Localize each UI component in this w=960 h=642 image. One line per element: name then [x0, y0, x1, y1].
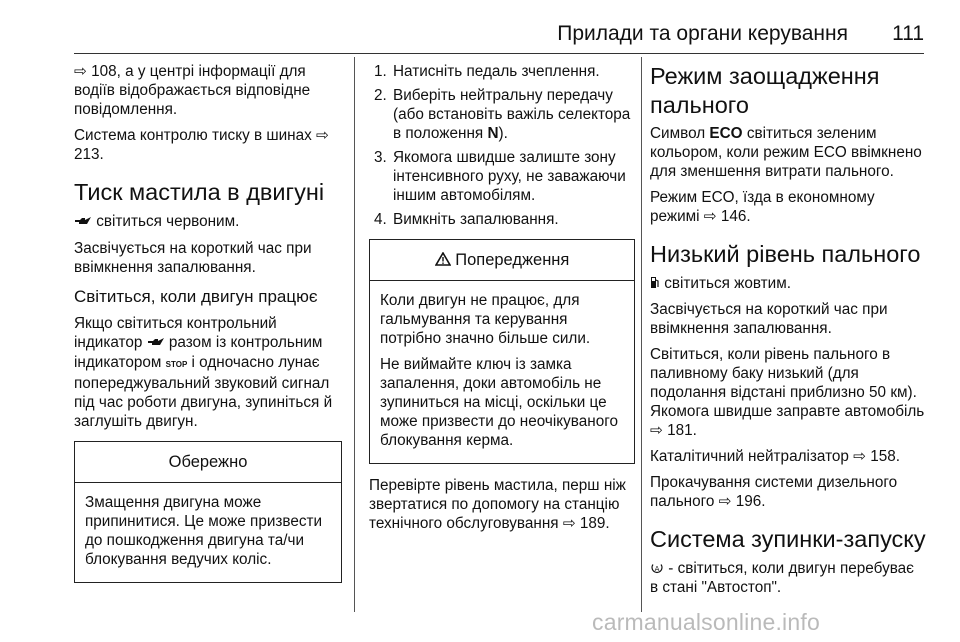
column-1	[74, 62, 342, 583]
column-divider-left	[354, 57, 355, 612]
warning-text-2: Не виймайте ключ із замка запалення, доки автомобіль не зупиниться на місці, оскільки це може призвести до неочікуваного блокування керма.	[380, 356, 618, 449]
engine-running-paragraph: Якщо світиться контрольний індикатор разом із контрольним індикатором STOP і одночасно лунає попереджувальний звуковий сигнал під час роботи двигуна, зупиніться й заглушіть двигун.	[74, 315, 333, 430]
eco-label: ECO	[709, 125, 743, 142]
check-oil-paragraph: Перевірте рівень мастила, перш ніж звертатися по допомогу на станцію технічного обслуговування ⇨ 189.	[369, 477, 626, 532]
oil-pressure-status: світиться червоним.	[96, 213, 240, 230]
eco-mode-paragraph: Символ ECO світиться зеленим кольором, коли режим ECO ввімкнено для зменшення витрати пального.	[650, 125, 922, 180]
low-fuel-note-1: Засвічується на короткий час при ввімкнення запалювання.	[650, 301, 888, 337]
list-item: 1. Натисніть педаль зчеплення.	[374, 63, 600, 80]
page-number: 111	[892, 22, 924, 45]
low-fuel-title: Низький рівень пального	[650, 241, 921, 267]
oil-pressure-note: Засвічується на короткий час при ввімкнення запалювання.	[74, 240, 312, 276]
engine-running-title: Світиться, коли двигун працює	[74, 287, 318, 306]
column-3	[650, 62, 926, 604]
oil-can-icon	[147, 334, 165, 353]
list-item: 4. Вимкніть запалювання.	[374, 211, 559, 228]
caution-text: Змащення двигуна може припинитися. Це може призвести до пошкодження двигуна та/чи блокування ведучих коліс.	[85, 494, 323, 568]
watermark: carmanualsonline.info	[592, 609, 820, 635]
list-item: 3. Якомога швидше залиште зону інтенсивного руху, не заважаючи іншим автомобілям.	[374, 149, 626, 204]
svg-text:A: A	[654, 565, 660, 573]
low-fuel-note-2: Світиться, коли рівень пального в паливному баку низький (для подолання відстані приблизно 50 км). Якомога швидше заправте автомобіль ⇨ 181.	[650, 346, 925, 439]
eco-mode-title: Режим заощадження пального	[650, 63, 880, 118]
oil-pressure-title: Тиск мастила в двигуні	[74, 179, 325, 205]
column-divider-right	[641, 57, 642, 612]
stop-icon: STOP	[165, 360, 188, 369]
auto-stop-icon	[650, 560, 664, 577]
oil-pressure-line	[74, 212, 342, 232]
catalytic-ref: Каталітичний нейтралізатор ⇨ 158.	[650, 448, 901, 465]
stop-start-line: A - світиться, коли двигун перебуває в стані "Автостоп".	[650, 560, 914, 596]
caution-heading: Обережно	[75, 442, 341, 483]
list-item: 2. Виберіть нейтральну передачу (або встановіть важіль селектора в положення N).	[374, 87, 631, 142]
diesel-bleed-ref: Прокачування системи дизельного пального ⇨ 196.	[650, 474, 898, 510]
warning-text-1: Коли двигун не працює, для гальмування та керування потрібно значно більше сили.	[380, 292, 591, 347]
warning-heading: Попередження	[370, 240, 634, 281]
warning-box	[369, 239, 635, 464]
oil-can-icon	[74, 213, 92, 232]
low-fuel-line: світиться жовтим.	[650, 274, 926, 293]
column-2	[369, 62, 635, 540]
header-rule	[74, 53, 924, 54]
caution-box	[74, 441, 342, 583]
stop-start-title: Система зупинки-запуску	[650, 526, 926, 552]
warning-triangle-icon	[435, 251, 451, 269]
header-title: Прилади та органи керування	[557, 22, 848, 45]
fuel-pump-icon	[650, 275, 660, 292]
steps-list	[369, 62, 635, 229]
tire-pressure-ref: Система контролю тиску в шинах ⇨ 213.	[74, 127, 329, 163]
intro-paragraph: ⇨ 108, а у центрі інформації для водіїв відображається відповідне повідомлення.	[74, 63, 311, 118]
eco-mode-ref: Режим ECO, їзда в економному режимі ⇨ 146.	[650, 189, 875, 225]
